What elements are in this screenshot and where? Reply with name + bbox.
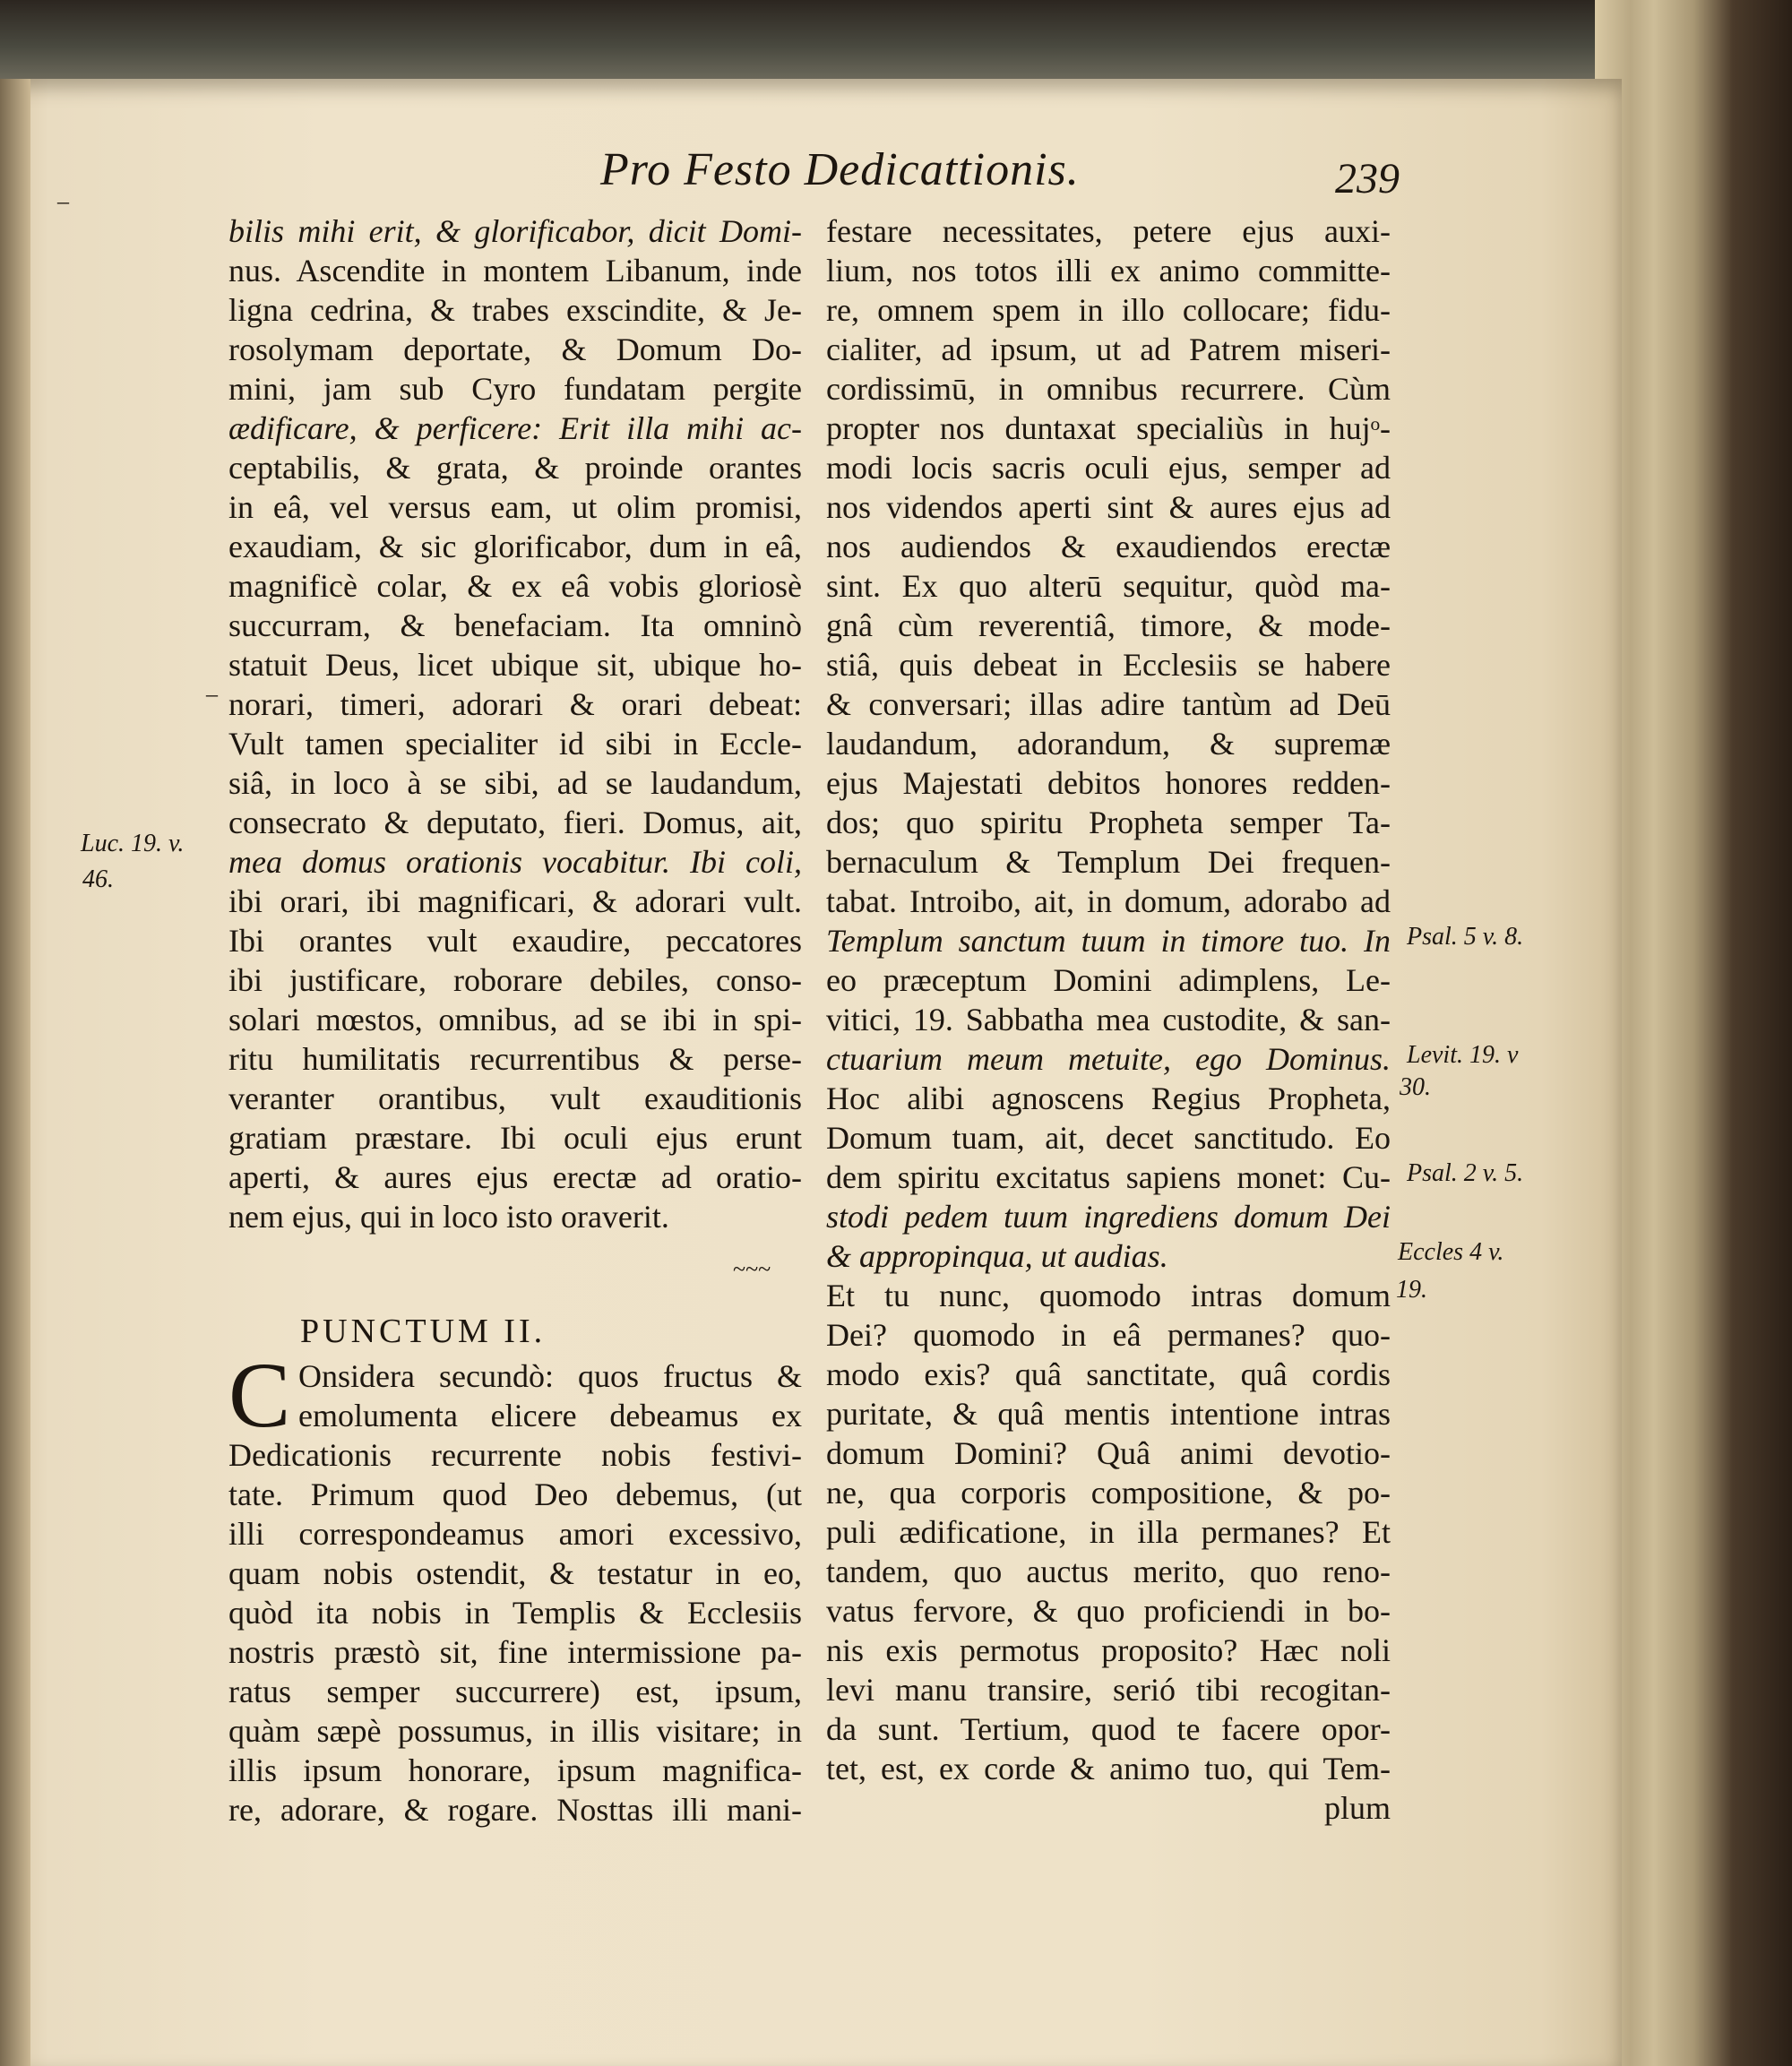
text-line: nis exis permotus proposito? Hæc noli xyxy=(826,1632,1391,1668)
text-line: vatus fervore, & quo proficiendi in bo- xyxy=(826,1593,1391,1629)
text-line: consecrato & deputato, fieri. Domus, ait, xyxy=(228,805,802,840)
text-line: eo præceptum Domini adimplens, Le- xyxy=(826,962,1391,998)
margin-note-psal-5: Psal. 5 v. 8. xyxy=(1407,923,1524,951)
text-line: siâ, in loco à se sibi, ad se laudandum, xyxy=(228,765,802,801)
page-mark: – xyxy=(206,681,218,707)
text-line: gnâ cùm reverentiâ, timore, & mode- xyxy=(826,607,1391,643)
text-line: Dei? quomodo in eâ permanes? quo- xyxy=(826,1317,1391,1353)
text-line: puli ædificatione, in illa permanes? Et xyxy=(826,1514,1391,1550)
text-line: nostris præstò sit, fine intermissione pa- xyxy=(228,1634,802,1670)
text-line: re, omnem spem in illo collocare; fidu- xyxy=(826,292,1391,328)
text-line: ritu humilitatis recurrentibus & perse- xyxy=(228,1041,802,1077)
left-column xyxy=(228,211,802,1236)
right-column xyxy=(826,211,1391,1828)
margin-note-luc-verse: 46. xyxy=(82,865,114,893)
drop-capital: C xyxy=(228,1344,291,1447)
margin-note-psal-2: Psal. 2 v. 5. xyxy=(1407,1159,1524,1187)
text-line: modi locis sacris oculi ejus, semper ad xyxy=(826,450,1391,486)
text-line: stodi pedem tuum ingrediens domum Dei xyxy=(826,1199,1391,1235)
text-line: dem spiritu excitatus sapiens monet: Cu- xyxy=(826,1159,1391,1195)
page-gutter xyxy=(0,79,30,2066)
text-line: illis ipsum honorare, ipsum magnifica- xyxy=(228,1752,802,1788)
text-line: tabat. Introibo, ait, in domum, adorabo ad xyxy=(826,883,1391,919)
text-line: Templum sanctum tuum in timore tuo. In xyxy=(826,923,1391,959)
margin-note-levit: Levit. 19. v xyxy=(1407,1041,1519,1069)
text-line: stiâ, quis debeat in Ecclesiis se habere xyxy=(826,647,1391,683)
text-line: Hoc alibi agnoscens Regius Propheta, xyxy=(826,1080,1391,1116)
text-line: solari mœstos, omnibus, ad se ibi in spi- xyxy=(228,1002,802,1037)
dropcap-paragraph xyxy=(228,1344,802,1829)
text-line: ctuarium meum metuite, ego Dominus. xyxy=(826,1041,1391,1077)
text-line: dos; quo spiritu Propheta semper Ta- xyxy=(826,805,1391,840)
text-line: Ibi orantes vult exaudire, peccatores xyxy=(228,923,802,959)
text-line: & conversari; illas adire tantùm ad Deū xyxy=(826,686,1391,722)
text-line: ibi orari, ibi magnificari, & adorari vult. xyxy=(228,883,802,919)
text-line: statuit Deus, licet ubique sit, ubique ho- xyxy=(228,647,802,683)
text-line: tet, est, ex corde & animo tuo, qui Tem- xyxy=(826,1751,1391,1786)
text-line: succurram, & benefaciam. Ita omninò xyxy=(228,607,802,643)
text-line: norari, timeri, adorari & orari debeat: xyxy=(228,686,802,722)
text-line: ejus Majestati debitos honores redden- xyxy=(826,765,1391,801)
text-line: veranter orantibus, vult exauditionis xyxy=(228,1080,802,1116)
text-line: ædificare, & perficere: Erit illa mihi ac- xyxy=(228,410,802,446)
text-line: quòd ita nobis in Templis & Ecclesiis xyxy=(228,1595,802,1631)
text-line: quam nobis ostendit, & testatur in eo, xyxy=(228,1555,802,1591)
end-flourish: ~~~ xyxy=(733,1256,771,1282)
text-line: re, adorare, & rogare. Nosttas illi mani- xyxy=(228,1792,802,1828)
page-mark: – xyxy=(57,188,69,214)
text-line: Vult tamen specialiter id sibi in Eccle- xyxy=(228,726,802,762)
text-line: mini, jam sub Cyro fundatam pergite xyxy=(228,371,802,407)
text-line: puritate, & quâ mentis intentione intras xyxy=(826,1396,1391,1432)
text-line: nem ejus, qui in loco isto oraverit. xyxy=(228,1199,669,1235)
margin-note-levit-verse: 30. xyxy=(1400,1073,1431,1101)
text-line: quàm sæpè possumus, in illis visitare; in xyxy=(228,1713,802,1749)
text-line: mea domus orationis vocabitur. Ibi coli, xyxy=(228,844,802,880)
text-line: in eâ, vel versus eam, ut olim promisi, xyxy=(228,489,802,525)
text-line: domum Domini? Quâ animi devotio- xyxy=(826,1435,1391,1471)
text-line: emolumenta elicere debeamus ex xyxy=(298,1398,802,1433)
catchword: plum xyxy=(1323,1790,1391,1826)
text-line: ibi justificare, roborare debiles, conso- xyxy=(228,962,802,998)
text-line: nos audiendos & exaudiendos erectæ xyxy=(826,529,1391,564)
text-line: sint. Ex quo alterū sequitur, quòd ma- xyxy=(826,568,1391,604)
text-line: modo exis? quâ sanctitate, quâ cordis xyxy=(826,1356,1391,1392)
text-line: da sunt. Tertium, quod te facere opor- xyxy=(826,1711,1391,1747)
text-line: festare necessitates, petere ejus auxi- xyxy=(826,213,1391,249)
page-number: 239 xyxy=(1335,155,1400,202)
text-line: gratiam præstare. Ibi oculi ejus erunt xyxy=(228,1120,802,1156)
margin-note-luc: Luc. 19. v. xyxy=(81,830,185,857)
text-line: ceptabilis, & grata, & proinde orantes xyxy=(228,450,802,486)
text-line: lium, nos totos illi ex animo committe- xyxy=(826,253,1391,288)
text-line: Domum tuam, ait, decet sanctitudo. Eo xyxy=(826,1120,1391,1156)
text-line: nus. Ascendite in montem Libanum, inde xyxy=(228,253,802,288)
text-line: ligna cedrina, & trabes exscindite, & Je- xyxy=(228,292,802,328)
text-line: Dedicationis recurrente nobis festivi- xyxy=(228,1437,802,1473)
text-line: cialiter, ad ipsum, ut ad Patrem miseri- xyxy=(826,331,1391,367)
text-line: tate. Primum quod Deo debemus, (ut xyxy=(228,1476,802,1512)
text-line: aperti, & aures ejus erectæ ad oratio- xyxy=(228,1159,802,1195)
text-line: levi manu transire, serió tibi recogitan- xyxy=(826,1672,1391,1708)
margin-note-eccles: Eccles 4 v. xyxy=(1398,1238,1504,1266)
text-line: laudandum, adorandum, & supremæ xyxy=(826,726,1391,762)
text-line: ne, qua corporis compositione, & po- xyxy=(826,1475,1391,1511)
text-line: Et tu nunc, quomodo intras domum xyxy=(826,1278,1391,1313)
text-line: nos videndos aperti sint & aures ejus ad xyxy=(826,489,1391,525)
text-line: illi correspondeamus amori excessivo, xyxy=(228,1516,802,1552)
text-line: cordissimū, in omnibus recurrere. Cùm xyxy=(826,371,1391,407)
text-line: magnificè colar, & ex eâ vobis gloriosè xyxy=(228,568,802,604)
text-line: vitici, 19. Sabbatha mea custodite, & san- xyxy=(826,1002,1391,1037)
text-line: Onsidera secundò: quos fructus & xyxy=(298,1358,802,1394)
text-line: bernaculum & Templum Dei frequen- xyxy=(826,844,1391,880)
text-line: ratus semper succurrere) est, ipsum, xyxy=(228,1674,802,1709)
text-line: exaudiam, & sic glorificabor, dum in eâ, xyxy=(228,529,802,564)
text-line: bilis mihi erit, & glorificabor, dicit Domi- xyxy=(228,213,802,249)
book-fore-edge xyxy=(1595,0,1792,2066)
text-line: tandem, quo auctus merito, quo reno- xyxy=(826,1554,1391,1589)
text-line: rosolymam deportate, & Domum Do- xyxy=(228,331,802,367)
margin-note-eccles-verse: 19. xyxy=(1396,1276,1427,1304)
running-header: Pro Festo Dedicattionis. xyxy=(600,144,1080,195)
section-heading: PUNCTUM II. xyxy=(300,1313,547,1350)
text-line: & appropinqua, ut audias. xyxy=(826,1238,1168,1274)
text-line: propter nos duntaxat specialiùs in hujᵒ- xyxy=(826,410,1391,446)
